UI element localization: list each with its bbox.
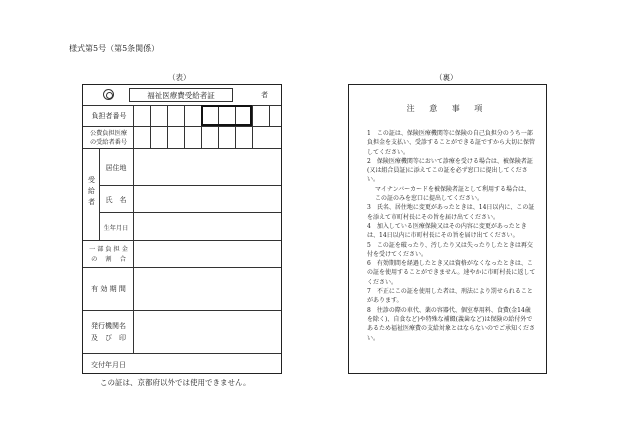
rule: [83, 310, 281, 311]
note-item: 6 有効期間を経過したとき又は資格がなくなったときは、この証を使用することができません。速やかに市町村長に返してください。: [367, 260, 536, 286]
rule: [252, 105, 253, 126]
rule: [99, 212, 281, 213]
back-side-label: （裏）: [435, 73, 458, 82]
note-item: 8 往診の際の車代、薬の容器代、個室専用料、食費(金14歳を除く)、自食など)や特殊な補綴(義歯など)は保険の給付外であるため福祉医療費の支給対象とはならないのでご承知ください。: [367, 306, 536, 342]
rule: [150, 126, 151, 148]
notes-list: [367, 129, 536, 343]
issuer-label-line2: 及 び 印: [91, 334, 126, 342]
validity-label: 有 効 期 間: [91, 285, 126, 293]
notes-title: 注 意 事 項: [406, 104, 489, 113]
public-medical-label-line2: の受給者番号: [89, 139, 128, 146]
copay-label-line1: 一 部 負 担 金: [89, 246, 128, 253]
recipient-label: 受給者: [88, 176, 95, 206]
rule: [83, 267, 281, 268]
rule: [150, 105, 151, 126]
rule: [218, 126, 219, 148]
form-number-header: 様式第5号（第5条関係）: [69, 44, 160, 53]
note-item: 4 加入している医療保険又はその内容に変更があったときは、14日以内に市町村長にその旨を届け出てください。: [367, 222, 527, 240]
issuer-label-line1: 発行機関名: [91, 322, 126, 330]
highlighted-number-cells: [201, 105, 252, 126]
note-item: 3 氏名、居住地に変更があったときは、14日以内に、この証を添えて市町村長にその旨を届け出てください。: [367, 204, 535, 221]
seal-icon: [103, 89, 114, 100]
copay-label-line2: の 割 合: [91, 256, 126, 263]
name-label: 氏 名: [105, 196, 127, 204]
front-side-label: （表）: [168, 73, 191, 82]
address-label: 居住地: [105, 164, 127, 172]
usage-restriction-note: この証は、京都府以外では使用できません。: [100, 378, 251, 387]
rule: [133, 148, 134, 353]
note-item: 2 保険医療機関等において診療を受ける場合は、被保険者証(又は組合員証)に添えてこの証を必ず窓口に提出してください。: [367, 157, 533, 184]
front-card: [82, 84, 282, 374]
rule: [184, 126, 185, 148]
rule: [83, 353, 281, 354]
rule: [167, 105, 168, 126]
note-item: 1 この証は、保険医療機関等に保険の自己負担分のうち一部負担金を支払い、受診することができる証ですから大切に保管してください。: [367, 130, 536, 156]
rule: [235, 126, 236, 148]
rule: [99, 185, 281, 186]
payer-number-label: 負担者番号: [91, 112, 127, 120]
card-title-suffix: 者: [261, 91, 268, 99]
card-title: 福祉医療費受給者証: [129, 88, 233, 102]
rule: [252, 126, 253, 148]
note-item: 5 この証を破ったり、汚したり又は失ったりしたときは再交付を受けてください。: [367, 241, 533, 258]
issue-date-label: 交付年月日: [91, 361, 126, 369]
rule: [167, 126, 168, 148]
note-item: 7 不正にこの証を使用した者は、刑法により罰せられることがあります。: [367, 288, 533, 305]
note-item: マイナンバーカードを被保険者証として利用する場合は、この証のみを窓口に提出してください。: [375, 185, 531, 203]
rule: [201, 126, 202, 148]
rule: [269, 105, 270, 126]
back-card: [348, 84, 547, 374]
rule: [184, 105, 185, 126]
rule: [133, 105, 134, 148]
birthdate-label: 生年月日: [103, 225, 129, 232]
rule: [83, 240, 281, 241]
rule: [83, 148, 281, 149]
public-medical-label-line1: 公費負担医療: [89, 130, 128, 137]
